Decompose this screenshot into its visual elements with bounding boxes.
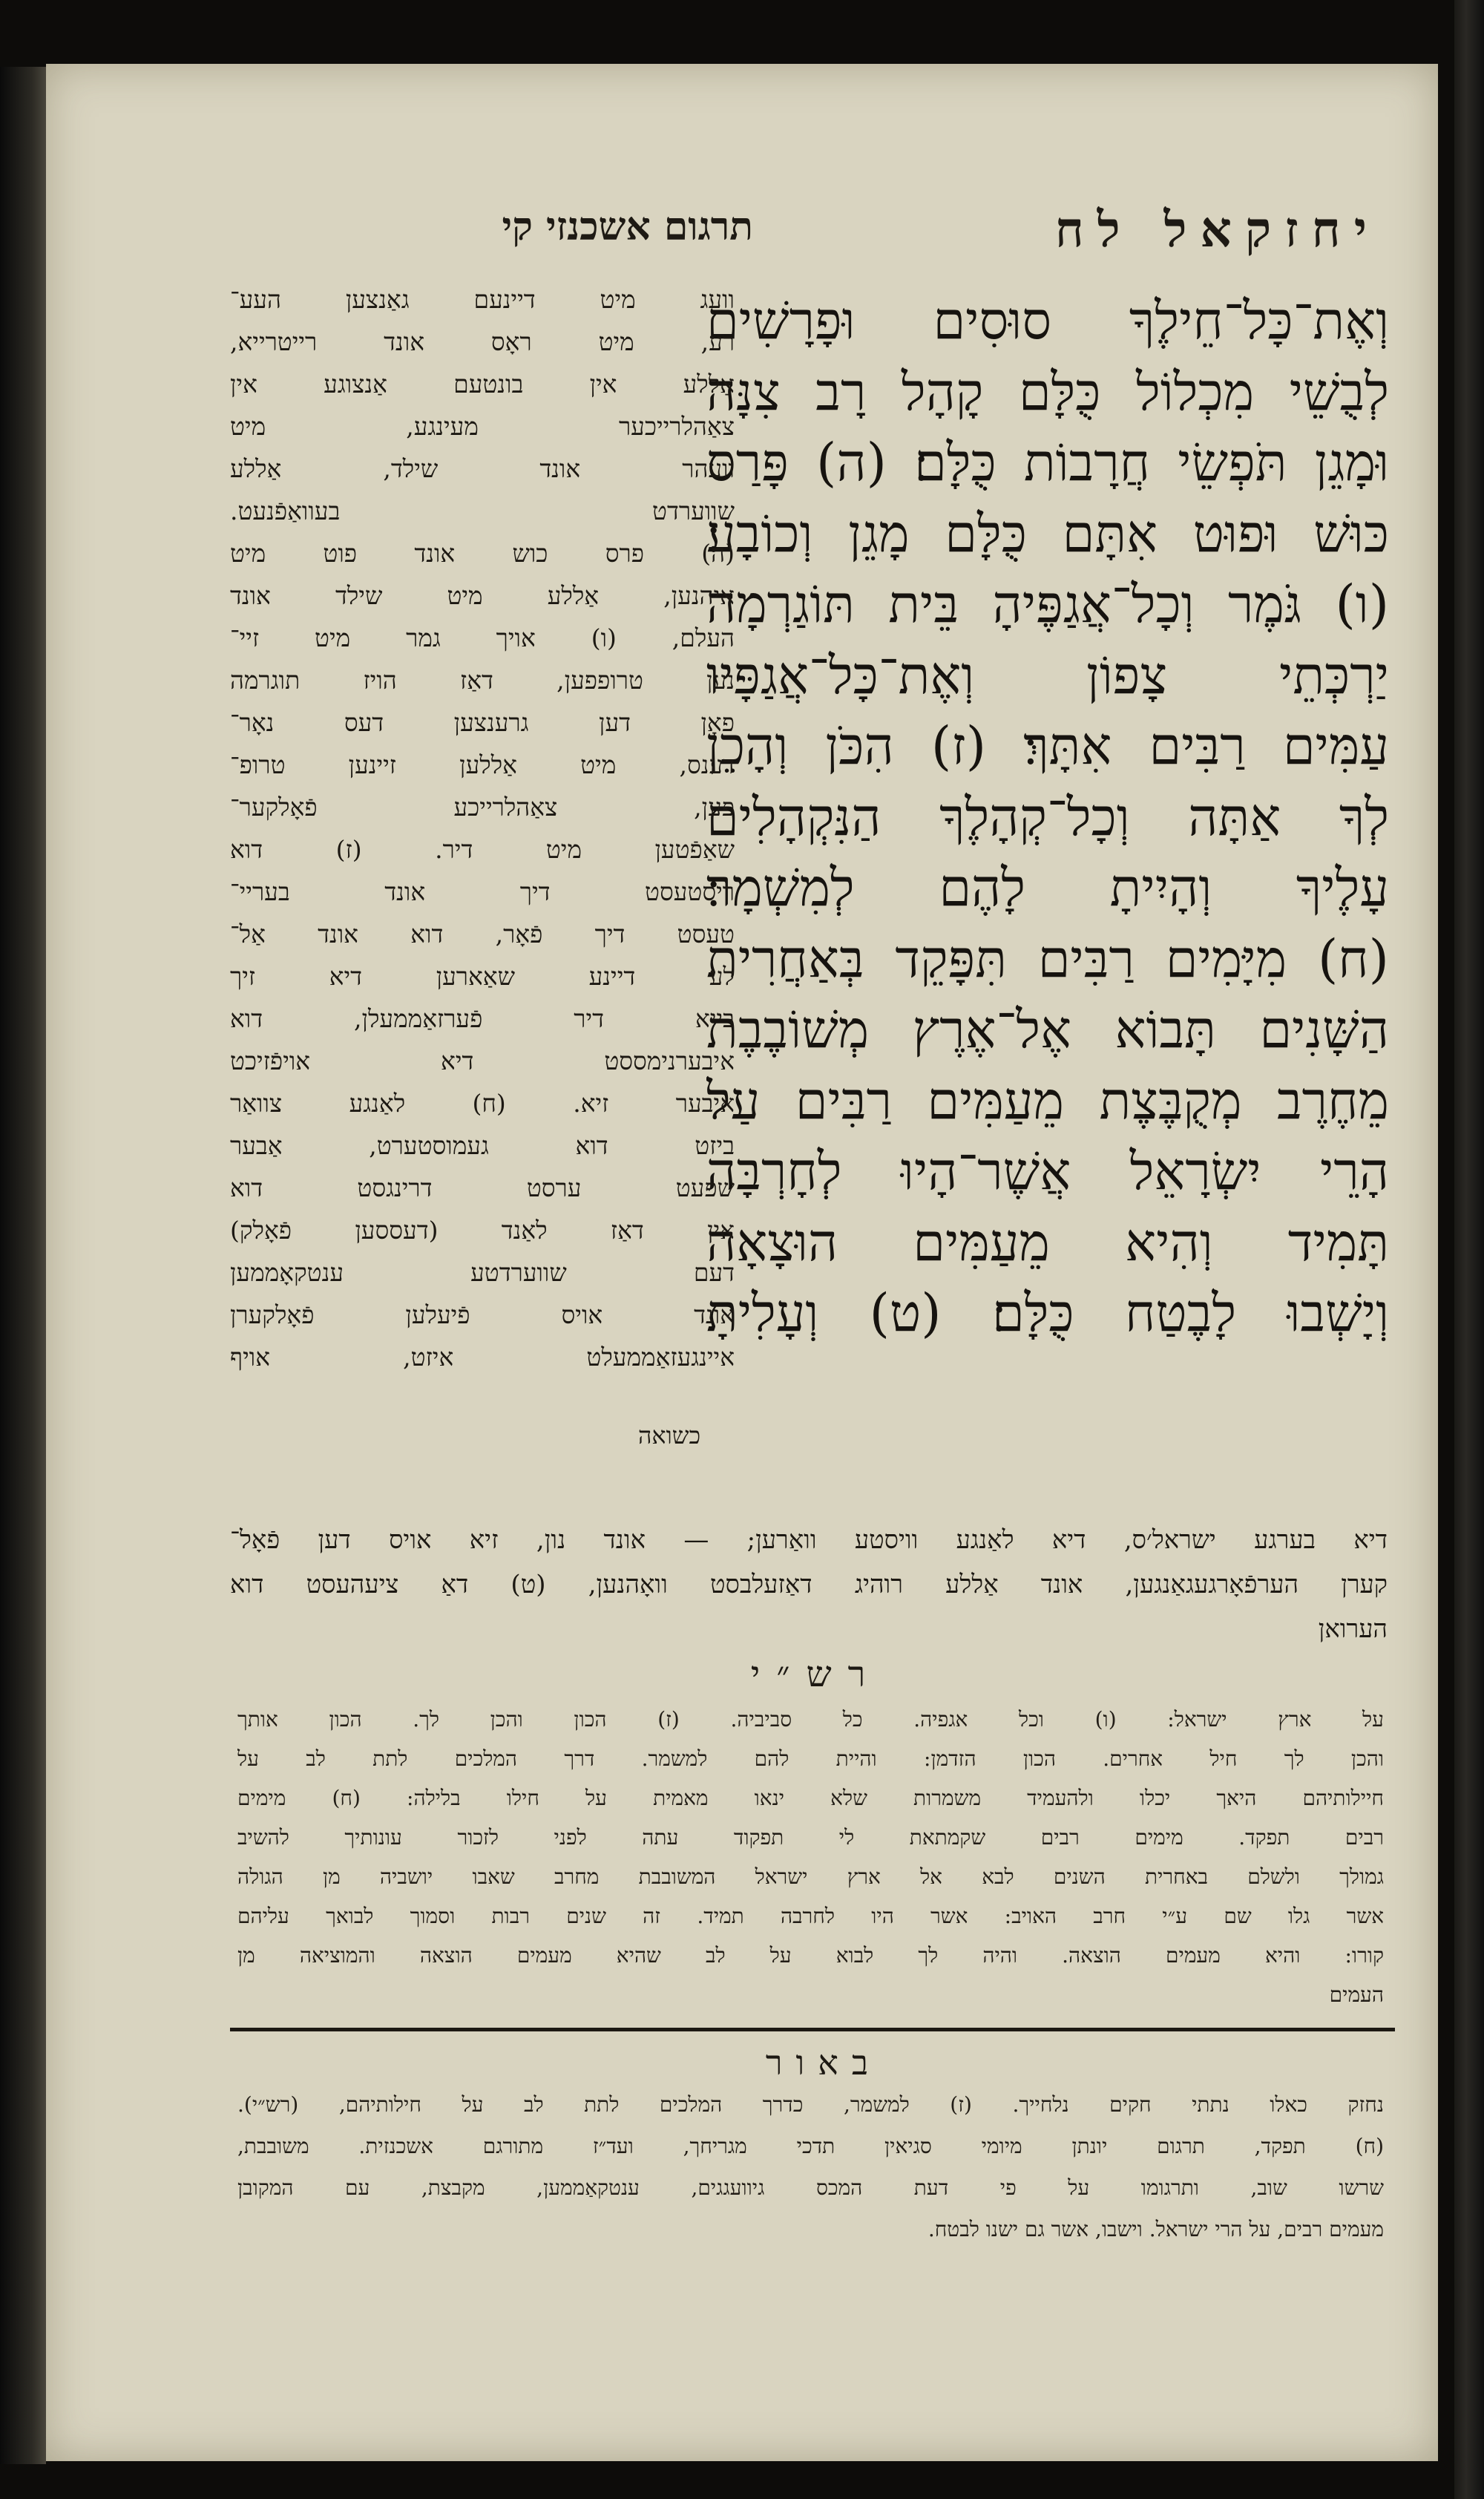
catchword: כשואה [638, 1421, 701, 1450]
text-line: אין דאַז לאַנד (דעססען פֿאָלק) [230, 1216, 735, 1245]
text-line: והכן לך חיל אחרים. הכון הזדמן: והיית להם למשמר. דרך המלכים לתת לב על [237, 1746, 1384, 1771]
text-line: תָּמִיד וְהִיא מֵעַמִּים הוּצָאָה [706, 1211, 1389, 1273]
text-line: עָלֶיךָ וְהָיִיתָ לָהֶם לְמִשְׁמָר׃ [706, 857, 1389, 918]
text-line: לְךָ אַתָּה וְכָל־קְהָלֶךָ הַנִּקְהָלִים [706, 786, 1389, 848]
biur-heading: באור [765, 2043, 882, 2083]
text-line: טעסט דיך פֿאָר, דוא אונד אַל־ [230, 920, 735, 949]
text-line: נחזק כאלו נתתי חקים נלחייך. (ז) למשמר, כדרך המלכים לתת לב על חילותיהם, (רש״י). [237, 2092, 1384, 2117]
text-line: פאָן דען גרענצען דעס נאָר־ [230, 708, 735, 737]
text-line: לְבֻשֵׁי מִכְלוֹל כֻּלָּם קָהָל רָב צִנָּה [706, 361, 1389, 422]
text-line: כּוּשׁ וּפוּט אִתָּם כֻּלָּם מָגֵן וְכוֹבָע׃ [706, 502, 1389, 564]
text-line: מעמים רבים, על הרי ישראל. וישבו, אשר גם ישנו לבטח. [928, 2217, 1384, 2241]
text-line: שאַפֿטען מיט דיר. (ז) דוא [230, 835, 735, 864]
translation-column [230, 278, 735, 1378]
text-line: איינגעזאַממעלט איזט, אויף [230, 1343, 735, 1372]
translation-continuation [230, 1518, 1388, 1651]
text-line: וְיָשְׁבוּ לָבֶטַח כֻּלָּם׃ (ט) וְעָלִיתָ [706, 1283, 1389, 1343]
text-line: ריסטעסט דיך אונד בעריי־ [230, 877, 735, 906]
text-line: בייא דיר פֿערזאַממעלן, דוא [230, 1004, 735, 1033]
text-line: שפעט ערסט דרינגסט דוא [230, 1173, 735, 1202]
text-line: צאַהלרייכער מעינגע, מיט [230, 412, 735, 441]
text-line: דענס, מיט אַללען זיינען טרופ־ [230, 750, 735, 779]
text-line: הערואן [1318, 1614, 1388, 1644]
section-divider [230, 2028, 1395, 2031]
text-line: איהנען, אַללע מיט שילד אונד [230, 581, 735, 610]
text-line: וּמָגֵן תֹּפְשֵׂי חֲרָבוֹת כֻּלָּם׃ (ה) פָּרַס [706, 432, 1389, 493]
text-line: (ח) מִיָּמִים רַבִּים תִּפָּקֵד בְּאַחֲרִית [706, 928, 1389, 989]
running-head-main: יחזקאל לח [1054, 200, 1380, 258]
text-line: חיילותיהם היאך יכלו ולהעמיד משמרות שלא ינאו מאמית על חילו בלילה: (ח) מימים [237, 1786, 1384, 1810]
text-line: נען טרופפען, דאַז הויז תוגרמה [230, 666, 735, 695]
text-line: דיא בערגע ישראל׳ס, דיא לאַנגע וויסטע וואַרען; — אונד נון, זיא אויס דען פֿאָל־ [230, 1525, 1388, 1555]
text-line: רבים תפקד. מימים רבים שקמתאת לי תפקוד עתה לפני לזכור עונותיך להשיב [237, 1825, 1384, 1850]
text-line: איבער זיא. (ח) לאַנגע צוואַר [230, 1089, 735, 1118]
text-line: פען, צאַהלרייכע פֿאָלקער־ [230, 793, 735, 822]
text-line: וְאֶת־כָּל־חֵילֶךָ סוּסִים וּפָרָשִׁים [706, 290, 1389, 351]
text-line: וועהר אונד שילד, אַללע [230, 454, 735, 483]
page-left-edge [0, 67, 46, 2464]
text-line: שווערדט בעוואַפֿנעט. [230, 497, 735, 525]
running-head-side: תרגום אשכנזי קי [502, 204, 753, 249]
text-line: עַמִּים רַבִּים אִתָּךְ׃ (ז) הִכֹּן וְהָכֵן [706, 715, 1389, 776]
text-line: לע דיינע שאַארען דיא זיך [230, 962, 735, 991]
main-hebrew-text [706, 286, 1389, 1349]
text-line: העמים [1329, 1982, 1384, 2007]
text-line: קורו: והיא מעמים הוצאה. והיה לך לבוא על לב שהיא מעמים הוצאה והמוציאה מן [237, 1943, 1384, 1968]
text-line: אשר גלו שם ע״י חרב האויב: אשר היו לחרבה תמיד. זה שנים רבות וסמוך לבואך עליהם [237, 1904, 1384, 1928]
biur-commentary [237, 2084, 1384, 2250]
text-line: וועג מיט דיינעם גאַנצען העע־ [230, 285, 735, 314]
text-line: ביזט דוא געמוסטערט, אַבער [230, 1131, 735, 1160]
rashi-heading: רש״י [750, 1654, 882, 1695]
rashi-commentary [237, 1700, 1384, 2014]
text-line: שרשו שוב, ותרגומו על פי דעת המכס גיוועגגים, ענטקאַממען, מקבצת, עם המקובן [237, 2175, 1384, 2200]
text-line: (ח) תפקד, תרגום יונתן מיומי סגיאין תדכי מגריחך, ועד״ז מתורגם אשכנזית. משובבת, [237, 2134, 1384, 2158]
text-line: אַללע אין בונטעם אַנצוגע אין [230, 370, 735, 399]
text-line: העלם, (ו) אויך גמר מיט זיי־ [230, 623, 735, 652]
text-line: דעם שווערדטע ענטקאָממען [230, 1258, 735, 1287]
text-line: רע, מיט ראָס אונד רייטרייא, [230, 327, 735, 356]
text-line: (ה) פרס כוש אונד פוט מיט [230, 539, 735, 568]
text-line: איבערנימססט דיא אויפֿזיכט [230, 1047, 735, 1075]
text-line: הָרֵי יִשְׂרָאֵל אֲשֶׁר־הָיוּ לְחָרְבָּה [706, 1141, 1389, 1202]
text-line: מֵחֶרֶב מְקֻבֶּצֶת מֵעַמִּים רַבִּים עַל [706, 1070, 1389, 1131]
text-line: על ארץ ישראל: (ו) וכל אגפיה. כל סביביה. (ז) הכון והכן לך. הכון אותך [237, 1707, 1384, 1732]
text-line: גמולך ולשלם באחרית השנים לבא אל ארץ ישראל המשובבת מחרב שאבו יושביה מן הגולה [237, 1864, 1384, 1889]
text-line: קערן הערפֿאָרגעגאַנגען, אונד אַללע רוהיג דאַזעלבסט וואָהנען, (ט) דאַ ציעהעסט דוא [230, 1570, 1388, 1599]
text-line: (ו) גֹּמֶר וְכָל־אֲגַפֶּיהָ בֵּית תּוֹגַרְמָה [706, 574, 1389, 635]
text-line: יַרְכְּתֵי צָפוֹן וְאֶת־כָּל־אֲגַפָּיו [706, 644, 1389, 706]
book-binding [1454, 0, 1484, 2499]
text-line: הַשָּׁנִים תָּבוֹא אֶל־אֶרֶץ מְשׁוֹבֶבֶת [706, 999, 1389, 1060]
text-line: אונד אויס פֿיעלען פֿאָלקערן [230, 1300, 735, 1329]
